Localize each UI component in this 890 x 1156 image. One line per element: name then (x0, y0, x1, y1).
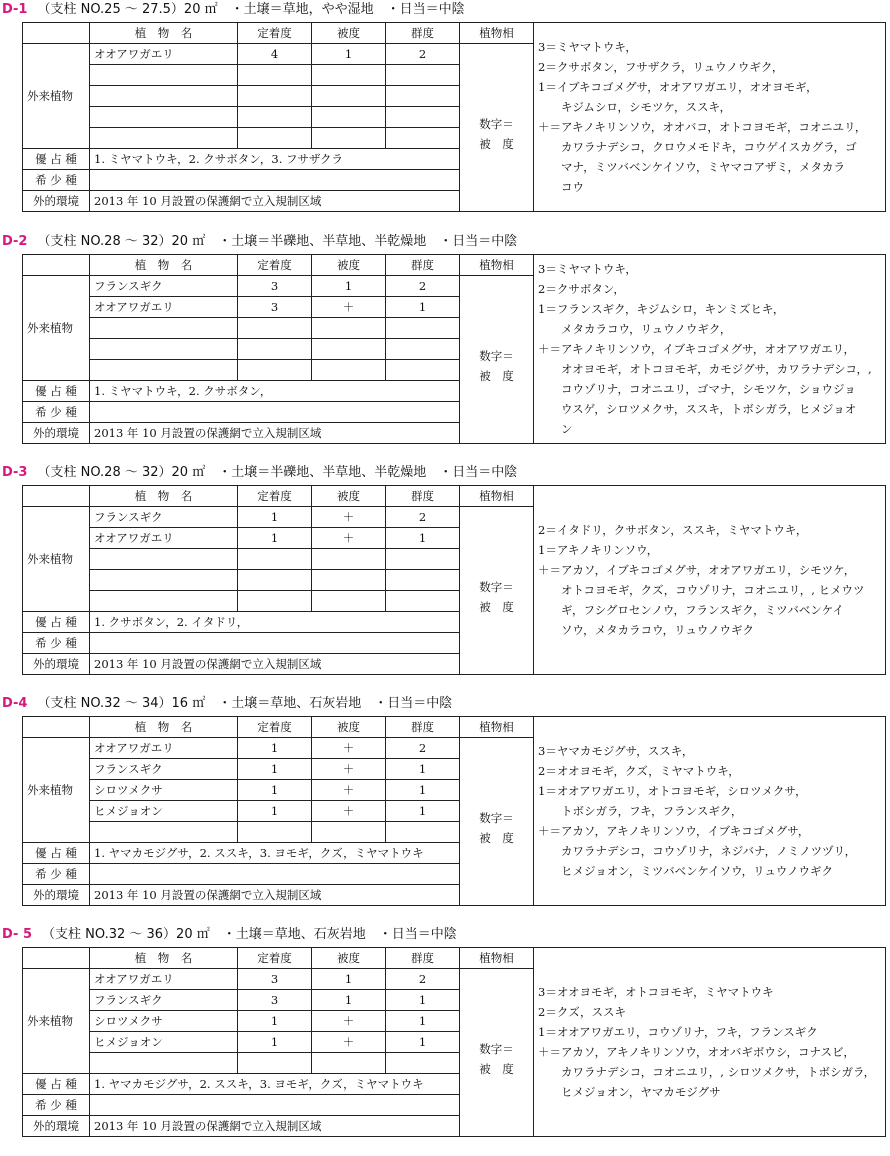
flora-list (538, 37, 881, 197)
section-header (2, 232, 517, 252)
flora-list (538, 259, 881, 439)
flora-line: 3＝ヤマカモジグサ，ススキ， (538, 744, 694, 758)
plant-name-header: 植 物 名 (90, 23, 238, 44)
phase-header: 植物相 (460, 23, 534, 44)
numeric-coverage-cell (460, 507, 534, 675)
hido-cell: ＋ (312, 801, 386, 822)
teichaku-cell: 1 (238, 738, 312, 759)
teichaku-cell (238, 339, 312, 360)
plant-name-cell (90, 107, 238, 128)
plant-name-cell: オオアワガエリ (90, 297, 238, 318)
hido-cell (312, 339, 386, 360)
gundo-cell (386, 65, 460, 86)
phase-cell (534, 23, 886, 212)
flora-line: ソウ，メタカラコウ，リュウノウギク (538, 623, 754, 637)
phase-cell (534, 486, 886, 675)
hido-cell: ＋ (312, 528, 386, 549)
teichaku-cell (238, 360, 312, 381)
hido-cell (312, 65, 386, 86)
plant-name-header: 植 物 名 (90, 717, 238, 738)
gundo-header: 群度 (386, 486, 460, 507)
blank-header-cell (23, 486, 90, 507)
plant-name-cell: フランスギク (90, 507, 238, 528)
survey-section (0, 694, 890, 924)
teichaku-cell: 1 (238, 801, 312, 822)
dominant-species-label: 優 占 種 (23, 149, 90, 170)
alien-plants-label: 外来植物 (23, 507, 90, 612)
survey-section (0, 0, 890, 230)
gundo-cell (386, 822, 460, 843)
gundo-cell: 1 (386, 1032, 460, 1053)
flora-line: コウゾリナ，コオニユリ，ゴマナ，シモツケ，ショウジョ (538, 382, 856, 396)
external-environment-value: 2013 年 10 月設置の保護網で立入規制区域 (90, 423, 460, 444)
table-header-row (23, 717, 886, 738)
gundo-header: 群度 (386, 23, 460, 44)
hido-header: 被度 (312, 23, 386, 44)
plant-name-cell (90, 339, 238, 360)
hido-cell (312, 107, 386, 128)
rare-species-label: 希 少 種 (23, 1095, 90, 1116)
gundo-header: 群度 (386, 948, 460, 969)
teichaku-cell: 1 (238, 1032, 312, 1053)
gundo-cell: 1 (386, 801, 460, 822)
dominant-species-value: 1. ヤマカモジグサ，2. ススキ，3. ヨモギ，クズ，ミヤマトウキ (90, 1074, 460, 1095)
gundo-cell: 1 (386, 759, 460, 780)
hido-cell: ＋ (312, 507, 386, 528)
flora-line: 2＝クサボタン， (538, 282, 625, 296)
dominant-species-label: 優 占 種 (23, 1074, 90, 1095)
phase-cell (534, 255, 886, 444)
plant-name-header: 植 物 名 (90, 486, 238, 507)
flora-line: マナ，ミツバベンケイソウ，ミヤマコアザミ，メタカラ (538, 160, 846, 174)
rare-species-value (90, 170, 460, 191)
teichaku-cell (238, 318, 312, 339)
numeric-label: 数字＝ (479, 348, 514, 363)
hido-cell (312, 591, 386, 612)
flora-line: ギ，フシグロセンノウ，フランスギク，ミツバベンケイ (538, 603, 844, 617)
survey-table (22, 485, 886, 675)
hido-header: 被度 (312, 486, 386, 507)
flora-line: 1＝アキノキリンソウ， (538, 543, 659, 557)
gundo-cell (386, 570, 460, 591)
gundo-cell: 1 (386, 990, 460, 1011)
plant-name-cell: オオアワガエリ (90, 528, 238, 549)
flora-line: 1＝フランスギク，キジムシロ，キンミズヒキ， (538, 302, 785, 316)
section-id: D-4 (2, 696, 28, 711)
dominant-species-value: 1. ヤマカモジグサ，2. ススキ，3. ヨモギ，クズ，ミヤマトウキ (90, 843, 460, 864)
gundo-cell (386, 1053, 460, 1074)
hido-cell: ＋ (312, 780, 386, 801)
flora-line: ＋＝アカソ，アキノキリンソウ，イブキコゴメグサ， (538, 824, 810, 838)
rare-species-value (90, 633, 460, 654)
hido-header: 被度 (312, 948, 386, 969)
plant-name-cell: フランスギク (90, 990, 238, 1011)
survey-table (22, 947, 886, 1137)
alien-plants-label: 外来植物 (23, 276, 90, 381)
teichaku-cell (238, 128, 312, 149)
survey-table (22, 254, 886, 444)
gundo-cell (386, 339, 460, 360)
gundo-cell (386, 549, 460, 570)
external-environment-value: 2013 年 10 月設置の保護網で立入規制区域 (90, 1116, 460, 1137)
flora-line: オオヨモギ，オトコヨモギ，カモジグサ，カワラナデシコ，, (538, 362, 872, 376)
flora-line: 1＝オオアワガエリ，オトコヨモギ，シロツメクサ， (538, 784, 807, 798)
plant-name-cell: フランスギク (90, 759, 238, 780)
plant-name-cell: ヒメジョオン (90, 801, 238, 822)
section-header (2, 694, 452, 714)
gundo-cell (386, 318, 460, 339)
numeric-coverage-cell (460, 969, 534, 1137)
rare-species-label: 希 少 種 (23, 633, 90, 654)
teichaku-cell: 3 (238, 969, 312, 990)
teichaku-cell: 1 (238, 759, 312, 780)
flora-line: ＋＝アキノキリンソウ，オオバコ，オトコヨモギ，コオニユリ， (538, 120, 867, 134)
hido-cell: ＋ (312, 759, 386, 780)
external-environment-value: 2013 年 10 月設置の保護網で立入規制区域 (90, 885, 460, 906)
flora-line: ＋＝アキノキリンソウ，イブキコゴメグサ，オオアワガエリ， (538, 342, 856, 356)
flora-line: メタカラコウ，リュウノウギク， (538, 322, 732, 336)
teichaku-cell (238, 65, 312, 86)
plant-name-cell (90, 128, 238, 149)
gundo-header: 群度 (386, 255, 460, 276)
numeric-coverage-cell (460, 738, 534, 906)
numeric-label: 数字＝ (479, 579, 514, 594)
hido-cell: 1 (312, 990, 386, 1011)
phase-cell (534, 717, 886, 906)
hido-cell: 1 (312, 276, 386, 297)
rare-species-label: 希 少 種 (23, 170, 90, 191)
section-header (2, 925, 457, 945)
coverage-label: 被 度 (479, 368, 514, 383)
plant-name-header: 植 物 名 (90, 255, 238, 276)
flora-line: トボシガラ，フキ，フランスギク， (538, 804, 743, 818)
rare-species-label: 希 少 種 (23, 402, 90, 423)
plant-name-cell: シロツメクサ (90, 780, 238, 801)
dominant-species-label: 優 占 種 (23, 612, 90, 633)
gundo-cell: 1 (386, 528, 460, 549)
survey-section (0, 463, 890, 693)
coverage-label: 被 度 (479, 830, 514, 845)
teichaku-header: 定着度 (238, 717, 312, 738)
hido-cell (312, 86, 386, 107)
teichaku-header: 定着度 (238, 948, 312, 969)
flora-line: ン (538, 422, 573, 436)
rare-species-value (90, 402, 460, 423)
teichaku-cell: 1 (238, 780, 312, 801)
hido-cell (312, 1053, 386, 1074)
gundo-cell: 2 (386, 276, 460, 297)
flora-line: ヒメジョオン，ヤマカモジグサ (538, 1085, 721, 1099)
gundo-cell: 2 (386, 44, 460, 65)
plant-name-cell: フランスギク (90, 276, 238, 297)
flora-line: ウスゲ，シロツメクサ，ススキ，トボシガラ，ヒメジョオ (538, 402, 857, 416)
gundo-cell (386, 86, 460, 107)
gundo-header: 群度 (386, 717, 460, 738)
teichaku-header: 定着度 (238, 255, 312, 276)
teichaku-cell: 3 (238, 297, 312, 318)
flora-line: 3＝オオヨモギ，オトコヨモギ，ミヤマトウキ (538, 985, 774, 999)
numeric-label: 数字＝ (479, 116, 514, 131)
gundo-cell (386, 128, 460, 149)
teichaku-cell (238, 570, 312, 591)
section-id: D-1 (2, 2, 28, 17)
teichaku-cell: 1 (238, 1011, 312, 1032)
section-description: （支柱 NO.25 〜 27.5）20 ㎡ ・土壌＝草地，やや湿地 ・日当＝中陰 (37, 2, 465, 17)
coverage-label: 被 度 (479, 599, 514, 614)
teichaku-cell (238, 822, 312, 843)
flora-list (538, 741, 881, 881)
hido-cell (312, 549, 386, 570)
alien-plants-label: 外来植物 (23, 969, 90, 1074)
phase-cell (534, 948, 886, 1137)
plant-name-cell (90, 822, 238, 843)
survey-section (0, 232, 890, 462)
hido-header: 被度 (312, 717, 386, 738)
hido-cell: ＋ (312, 297, 386, 318)
blank-header-cell (23, 948, 90, 969)
dominant-species-value: 1. クサボタン，2. イタドリ， (90, 612, 460, 633)
flora-line: 2＝クズ，ススキ (538, 1005, 627, 1019)
plant-name-cell: ヒメジョオン (90, 1032, 238, 1053)
gundo-cell: 1 (386, 1011, 460, 1032)
blank-header-cell (23, 255, 90, 276)
plant-name-cell (90, 549, 238, 570)
gundo-cell: 1 (386, 297, 460, 318)
hido-header: 被度 (312, 255, 386, 276)
hido-cell (312, 318, 386, 339)
plant-name-cell (90, 65, 238, 86)
teichaku-cell: 3 (238, 276, 312, 297)
external-environment-value: 2013 年 10 月設置の保護網で立入規制区域 (90, 654, 460, 675)
external-environment-label: 外的環境 (23, 1116, 90, 1137)
phase-header: 植物相 (460, 255, 534, 276)
dominant-species-label: 優 占 種 (23, 381, 90, 402)
plant-name-cell: オオアワガエリ (90, 44, 238, 65)
phase-header: 植物相 (460, 717, 534, 738)
external-environment-label: 外的環境 (23, 885, 90, 906)
flora-line: 1＝イブキコゴメグサ，オオアワガエリ，オオヨモギ， (538, 80, 818, 94)
flora-line: コウ (538, 180, 584, 194)
table-header-row (23, 255, 886, 276)
gundo-cell: 2 (386, 507, 460, 528)
coverage-label: 被 度 (479, 136, 514, 151)
teichaku-cell: 1 (238, 528, 312, 549)
hido-cell: 1 (312, 44, 386, 65)
teichaku-header: 定着度 (238, 486, 312, 507)
blank-header-cell (23, 23, 90, 44)
teichaku-cell (238, 591, 312, 612)
hido-cell: ＋ (312, 1032, 386, 1053)
external-environment-label: 外的環境 (23, 191, 90, 212)
plant-name-header: 植 物 名 (90, 948, 238, 969)
section-description: （支柱 NO.32 〜 34）16 ㎡ ・土壌＝草地、石灰岩地 ・日当＝中陰 (37, 696, 453, 711)
hido-cell: 1 (312, 969, 386, 990)
teichaku-cell (238, 107, 312, 128)
flora-line: ＋＝アカソ，イブキコゴメグサ，オオアワガエリ，シモツケ， (538, 563, 856, 577)
dominant-species-value: 1. ミヤマトウキ，2. クサボタン，3. フサザクラ (90, 149, 460, 170)
teichaku-header: 定着度 (238, 23, 312, 44)
teichaku-cell (238, 549, 312, 570)
teichaku-cell: 1 (238, 507, 312, 528)
flora-line: ヒメジョオン，ミツバベンケイソウ，リュウノウギク (538, 864, 833, 878)
section-description: （支柱 NO.28 〜 32）20 ㎡ ・土壌＝半礫地、半草地、半乾燥地 ・日当＝中陰 (37, 465, 518, 480)
phase-header: 植物相 (460, 486, 534, 507)
plant-name-cell: オオアワガエリ (90, 969, 238, 990)
external-environment-label: 外的環境 (23, 423, 90, 444)
flora-line: 1＝オオアワガエリ，コウゾリナ，フキ，フランスギク (538, 1025, 818, 1039)
section-description: （支柱 NO.28 〜 32）20 ㎡ ・土壌＝半礫地、半草地、半乾燥地 ・日当＝中陰 (37, 234, 518, 249)
table-header-row (23, 948, 886, 969)
dominant-species-value: 1. ミヤマトウキ，2. クサボタン， (90, 381, 460, 402)
flora-line: 2＝イタドリ，クサボタン，ススキ，ミヤマトウキ， (538, 523, 808, 537)
hido-cell (312, 128, 386, 149)
hido-cell: ＋ (312, 738, 386, 759)
phase-header: 植物相 (460, 948, 534, 969)
blank-header-cell (23, 717, 90, 738)
coverage-label: 被 度 (479, 1061, 514, 1076)
section-header (2, 463, 517, 483)
alien-plants-label: 外来植物 (23, 44, 90, 149)
survey-table (22, 22, 886, 212)
plant-name-cell: シロツメクサ (90, 1011, 238, 1032)
teichaku-cell: 4 (238, 44, 312, 65)
plant-name-cell: オオアワガエリ (90, 738, 238, 759)
rare-species-value (90, 1095, 460, 1116)
flora-line: オトコヨモギ，クズ，コウゾリナ，コオニユリ，, ヒメウツ (538, 583, 865, 597)
external-environment-label: 外的環境 (23, 654, 90, 675)
numeric-coverage-cell (460, 44, 534, 212)
alien-plants-label: 外来植物 (23, 738, 90, 843)
teichaku-cell (238, 1053, 312, 1074)
survey-section (0, 925, 890, 1155)
table-header-row (23, 23, 886, 44)
gundo-cell (386, 360, 460, 381)
external-environment-value: 2013 年 10 月設置の保護網で立入規制区域 (90, 191, 460, 212)
table-header-row (23, 486, 886, 507)
flora-line: カワラナデシコ，コオニユリ，, シロツメクサ，トボシガラ， (538, 1065, 876, 1079)
rare-species-value (90, 864, 460, 885)
flora-list (538, 520, 881, 640)
gundo-cell (386, 591, 460, 612)
flora-line: 3＝ミヤマトウキ， (538, 40, 637, 54)
flora-line: カワラナデシコ，コウゾリナ，ネジバナ，ノミノツヅリ， (538, 844, 857, 858)
flora-line: カワラナデシコ，クロウメモドキ，コウゲイスカグラ，ゴ (538, 140, 857, 154)
section-header (2, 0, 465, 20)
section-id: D- 5 (2, 927, 32, 942)
gundo-cell: 2 (386, 969, 460, 990)
section-id: D-2 (2, 234, 28, 249)
plant-name-cell (90, 360, 238, 381)
hido-cell (312, 360, 386, 381)
plant-name-cell (90, 86, 238, 107)
numeric-label: 数字＝ (479, 810, 514, 825)
rare-species-label: 希 少 種 (23, 864, 90, 885)
gundo-cell (386, 107, 460, 128)
flora-line: 2＝クサボタン，フサザクラ，リュウノウギク， (538, 60, 784, 74)
plant-name-cell (90, 591, 238, 612)
survey-table (22, 716, 886, 906)
section-id: D-3 (2, 465, 28, 480)
plant-name-cell (90, 570, 238, 591)
flora-list (538, 982, 881, 1102)
flora-line: 2＝オオヨモギ，クズ，ミヤマトウキ， (538, 764, 740, 778)
teichaku-cell (238, 86, 312, 107)
numeric-coverage-cell (460, 276, 534, 444)
gundo-cell: 1 (386, 780, 460, 801)
gundo-cell: 2 (386, 738, 460, 759)
section-description: （支柱 NO.32 〜 36）20 ㎡ ・土壌＝草地、石灰岩地 ・日当＝中陰 (42, 927, 457, 942)
flora-line: ＋＝アカソ，アキノキリンソウ，オオバギボウシ，コナスビ， (538, 1045, 855, 1059)
numeric-label: 数字＝ (479, 1041, 514, 1056)
hido-cell (312, 570, 386, 591)
hido-cell: ＋ (312, 1011, 386, 1032)
flora-line: キジムシロ，シモツケ，ススキ， (538, 100, 732, 114)
hido-cell (312, 822, 386, 843)
plant-name-cell (90, 318, 238, 339)
dominant-species-label: 優 占 種 (23, 843, 90, 864)
teichaku-cell: 3 (238, 990, 312, 1011)
flora-line: 3＝ミヤマトウキ， (538, 262, 637, 276)
plant-name-cell (90, 1053, 238, 1074)
